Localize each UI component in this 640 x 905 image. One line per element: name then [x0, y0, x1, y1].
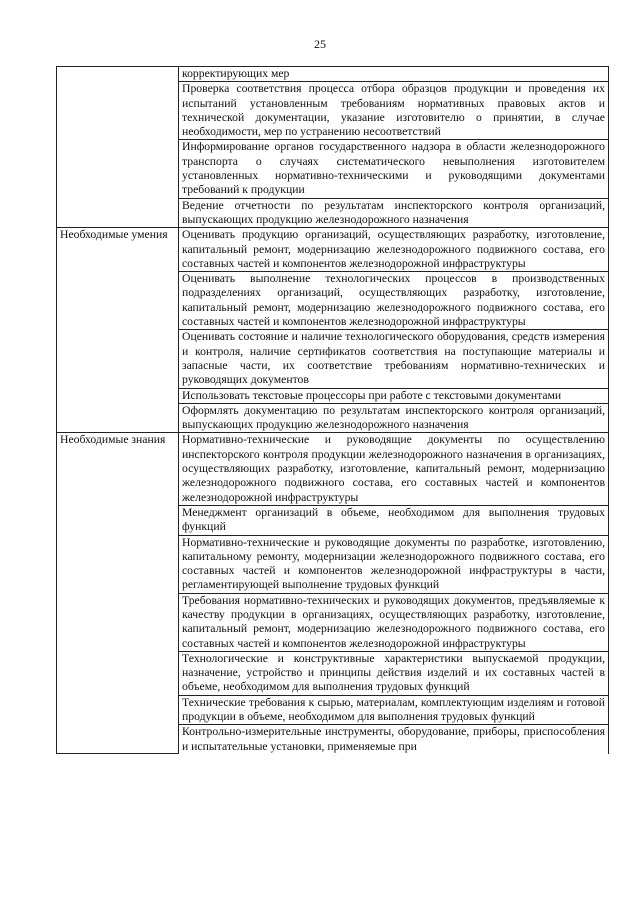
skills-label: Необходимые умения [57, 228, 179, 433]
table-cell: Контрольно-измерительные инструменты, оборудование, приборы, приспособления и испытательные установки, применяемые при [179, 725, 609, 754]
table-cell: Технологические и конструктивные характеристики выпускаемой продукции, назначение, устройство и принципы действия изделий и их составных частей в объеме, необходимом для выполнения трудовых функций [179, 651, 609, 695]
table-cell: Нормативно-технические и руководящие документы по осуществлению инспекторского контроля продукции железнодорожного назначения в организациях, осуществляющих разработку, изготовление, капитальный ремонт, модернизацию железнодорожного подвижного состава, его составных частей и компонентов железнодорожной инфраструктуры [179, 433, 609, 505]
table-row [57, 67, 609, 82]
table-row [57, 228, 609, 272]
table-cell: Использовать текстовые процессоры при работе с текстовыми документами [179, 388, 609, 403]
table-cell: Нормативно-технические и руководящие документы по разработке, изготовлению, капитальному ремонту, модернизации железнодорожного подвижного состава, его составных частей и компонентов железнодорожной инфраструктуры в части, регламентирующей выполнение трудовых функций [179, 535, 609, 593]
table-cell: Оценивать продукцию организаций, осуществляющих разработку, изготовление, капитальный ремонт, модернизацию железнодорожного подвижного состава, его составных частей и компонентов железнодорожной инфраструктуры [179, 228, 609, 272]
page-number: 25 [314, 37, 326, 51]
table-cell: Требования нормативно-технических и руководящих документов, предъявляемые к качеству продукции в организациях, осуществляющих разработку, изготовление, капитальный ремонт, модернизацию железнодорожного подвижного состава, его составных частей и компонентов железнодорожной инфраструктуры [179, 593, 609, 651]
table-cell: Проверка соответствия процесса отбора образцов продукции и проведения их испытаний установленным требованиям нормативных правовых актов и технической документации, указание изготовителю о принятии, в случае необходимости, мер по устранению несоответствий [179, 82, 609, 140]
table-cell: Ведение отчетности по результатам инспекторского контроля организаций, выпускающих продукцию железнодорожного назначения [179, 198, 609, 228]
table-cell: Оценивать состояние и наличие технологического оборудования, средств измерения и контроля, наличие сертификатов соответствия на поступающие материалы и запасные части, их соответствие требованиям нормативно-технических и руководящих документов [179, 330, 609, 388]
knowledge-label: Необходимые знания [57, 433, 179, 754]
table-cell: Информирование органов государственного надзора в области железнодорожного транспорта о случаях систематического невыполнения изготовителем установленных нормативно-техническими и руководящими документами требований к продукции [179, 140, 609, 198]
table-cell: Менеджмент организаций в объеме, необходимом для выполнения трудовых функций [179, 505, 609, 535]
table-cell: Оценивать выполнение технологических процессов в производственных подразделениях организаций, осуществляющих разработку, изготовление, капитальный ремонт, модернизацию железнодорожного подвижного состава, его составных частей и компонентов железнодорожной инфраструктуры [179, 272, 609, 330]
table-cell: корректирующих мер [179, 67, 609, 82]
requirements-table [56, 66, 609, 754]
row-label-empty [57, 67, 179, 228]
table-cell: Оформлять документацию по результатам инспекторского контроля организаций, выпускающих продукцию железнодорожного назначения [179, 403, 609, 433]
table-row [57, 433, 609, 505]
table-cell: Технические требования к сырью, материалам, комплектующим изделиям и готовой продукции в объеме, необходимом для выполнения трудовых функций [179, 695, 609, 725]
